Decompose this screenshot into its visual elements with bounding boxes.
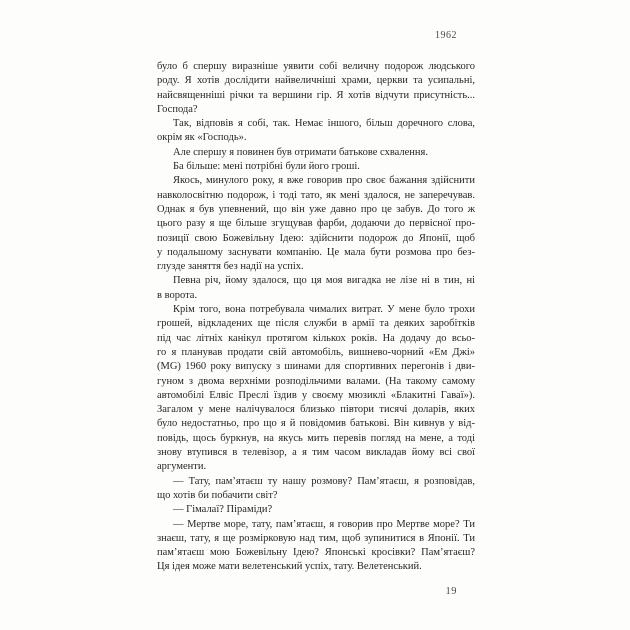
text-line: го я планував продати свій автомобіль, вишнево-чорний «Ем Джі» — [157, 346, 475, 358]
page-footer — [446, 586, 458, 597]
text-line: пам’ятаєш мою Божевільну Ідею? Японські кросівки? Пам’ятаєш? — [157, 547, 475, 559]
text-line: Ця ідея може мати велетенський успіх, тату. Велетенський. — [157, 561, 422, 573]
text-line: Але спершу я повинен був отримати батькове схвалення. — [173, 146, 428, 158]
text-line: цього разу я ще більше згущував фарби, додаючи до первісної про- — [157, 218, 475, 230]
text-line: Однак я був упевнений, що він уже давно про це забув. До того ж — [157, 203, 475, 215]
text-line: Ба більше: мені потрібні були його гроші. — [173, 161, 360, 173]
paragraph — [157, 475, 475, 504]
text-line: що хотів би побачити світ? — [157, 489, 278, 501]
text-line: гуном з двома верхніми розподільчими валами. (На такому самому — [157, 375, 475, 387]
chapter-year-label: 1962 — [435, 30, 457, 41]
paragraph — [157, 518, 475, 575]
text-line: автомобілі Елвіс Преслі їздив у своєму мюзиклі «Блакитні Гаваї»). — [157, 389, 475, 401]
text-line: глузде заняття без надії на успіх. — [157, 261, 304, 273]
text-line: знову втупився в телевізор, а я тим часом викладав йому всі свої — [157, 447, 475, 459]
text-line: — Тату, пам’ятаєш ту нашу розмову? Пам’ятаєш, я розповідав, — [173, 475, 475, 487]
text-line: Так, відповів я собі, так. Немає іншого, більш доречного слова, — [173, 118, 475, 130]
text-line: (MG) 1960 року випуску з шинами для спортивних перегонів і дви- — [157, 361, 475, 373]
paragraph — [157, 60, 475, 117]
text-line: найсвященніші річки та вершини гір. Я хотів відчути присутність... — [157, 89, 475, 101]
text-line: повідь, щось буркнув, на якусь мить перевів погляд на мене, а тоді — [157, 432, 475, 444]
text-line: — Гімалаї? Піраміди? — [173, 504, 273, 516]
paragraph — [157, 303, 475, 475]
text-line: Певна річ, йому здалося, що ця моя вигадка не лізе ні в тин, ні — [173, 275, 475, 287]
text-line: під час літніх канікул протягом кількох років. На додачу до всьо- — [157, 332, 475, 344]
text-line: позиції свою Божевільну Ідею: здійснити подорож до Японії, щоб — [157, 232, 475, 244]
text-line: Крім того, вона потребувала чималих витрат. У мене було трохи — [173, 304, 475, 316]
paragraph — [157, 146, 475, 160]
text-line: окрім як «Господь». — [157, 132, 247, 144]
text-line: грошей, відкладених ще після служби в армії та деяких заробітків — [157, 318, 475, 330]
paragraph — [157, 274, 475, 303]
text-line: — Мертве море, тату, пам’ятаєш, я говорив про Мертве море? Ти — [173, 518, 475, 530]
paragraph — [157, 160, 475, 174]
text-line: у подальшому заснувати компанію. Це мала бути розмова про без- — [157, 246, 475, 258]
text-line: було б спершу виразніше уявити собі величну подорож людського — [157, 61, 475, 72]
page-text-block — [157, 60, 475, 575]
text-line: Загалом у мене налічувалося близько півтори тисячі доларів, яких — [157, 404, 475, 416]
text-line: знаєш, тату, я ще розмірковую над тим, щоб зупинитися в Японії. Ти — [157, 532, 475, 544]
paragraph — [157, 174, 475, 274]
text-line: аргументи. — [157, 461, 207, 473]
text-line: було недостатньо, про що я й повідомив батькові. Він кивнув у від- — [157, 418, 475, 430]
text-line: Господа? — [157, 103, 198, 115]
text-line: Якось, минулого року, я вже говорив про своє бажання здійснити — [173, 175, 475, 187]
paragraph — [157, 503, 475, 517]
page-number: 19 — [445, 586, 457, 597]
text-line: навколосвітню подорож, і тоді тато, як мені здалося, не заперечував. — [157, 189, 475, 201]
paragraph — [157, 117, 475, 146]
text-line: роду. Я хотів дослідити найвеличніші храми, церкви та усипальні, — [157, 75, 475, 87]
text-line: в ворота. — [157, 289, 198, 301]
running-head — [435, 30, 457, 41]
